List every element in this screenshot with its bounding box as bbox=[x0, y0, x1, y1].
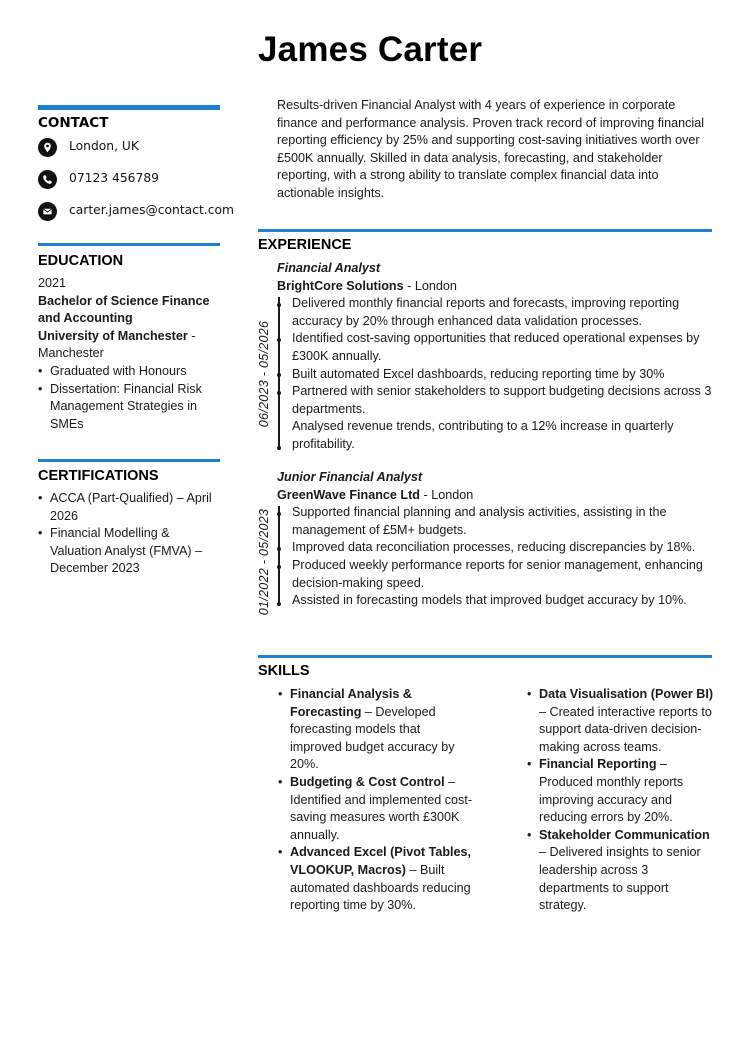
skills-column-right bbox=[527, 686, 717, 915]
experience-heading: EXPERIENCE bbox=[258, 237, 352, 253]
skill-name: Budgeting & Cost Control bbox=[290, 774, 445, 789]
contact-phone-text: 07123 456789 bbox=[69, 171, 159, 186]
job-entry bbox=[258, 260, 718, 454]
job-bullets bbox=[258, 295, 718, 453]
contact-email-text: carter.james@contact.com bbox=[69, 203, 234, 218]
phone-icon bbox=[38, 170, 57, 189]
certifications-heading: CERTIFICATIONS bbox=[38, 468, 159, 484]
contact-phone bbox=[38, 169, 159, 189]
list-item: Improved data reconciliation processes, reducing discrepancies by 18%. bbox=[292, 540, 696, 555]
job-timeline bbox=[278, 506, 280, 606]
list-item: Identified cost-saving opportunities that reduced operational expenses by £300K annually. bbox=[292, 331, 700, 363]
skill-item bbox=[278, 844, 473, 914]
experience-divider bbox=[258, 229, 712, 232]
certifications-divider bbox=[38, 459, 220, 462]
job-dates bbox=[258, 504, 272, 620]
skill-item bbox=[527, 827, 717, 915]
skill-desc: – Identified and implemented cost-saving measures worth £300K annually. bbox=[290, 774, 473, 842]
list-item: Supported financial planning and analysis activities, assisting in the management of £5M+ budgets. bbox=[292, 505, 667, 537]
skill-desc: – Developed forecasting models that improved budget accuracy by 20%. bbox=[290, 704, 455, 772]
list-item: Assisted in forecasting models that improved budget accuracy by 10%. bbox=[292, 593, 687, 608]
candidate-name: James Carter bbox=[258, 30, 483, 69]
summary: Results-driven Financial Analyst with 4 years of experience in corporate finance and performance analysis. Proven track record of improving financial reporting efficiency by 25% and supporting cost-saving initiatives worth over £500K annually. Skilled in data analysis, forecasting, and stakeholder reporting, with a strong ability to translate complex financial data into actionable insights. bbox=[277, 98, 705, 200]
skill-name: Data Visualisation (Power BI) bbox=[539, 687, 714, 701]
job-company-line bbox=[258, 278, 718, 296]
skills-heading: SKILLS bbox=[258, 663, 310, 679]
skill-item bbox=[527, 756, 717, 826]
skills-divider bbox=[258, 655, 712, 658]
certifications-list bbox=[38, 490, 220, 578]
education-entry bbox=[38, 275, 220, 433]
job-dates-text: 01/2022 - 05/2023 bbox=[257, 508, 272, 616]
skill-desc: – Delivered insights to senior leadership across 3 departments to support strategy. bbox=[539, 845, 701, 913]
job-body bbox=[257, 504, 718, 616]
timeline-dot bbox=[277, 602, 281, 606]
job-dates-text: 06/2023 - 05/2026 bbox=[257, 320, 272, 428]
job-dates bbox=[258, 295, 272, 453]
list-item: • Financial Modelling & Valuation Analyst (FMVA) – December 2023 bbox=[38, 525, 220, 578]
education-university: University of Manchester bbox=[38, 328, 188, 343]
contact-location bbox=[38, 137, 139, 157]
job-company-line bbox=[258, 487, 718, 505]
list-item: Delivered monthly financial reports and forecasts, improving reporting accuracy by 20% through enhanced data validation processes. bbox=[292, 296, 680, 328]
list-item: • ACCA (Part-Qualified) – April 2026 bbox=[38, 490, 220, 525]
list-item: Partnered with senior stakeholders to support budgeting decisions across 3 departments. bbox=[292, 384, 712, 416]
job-company: BrightCore Solutions bbox=[277, 278, 404, 293]
contact-heading: CONTACT bbox=[38, 115, 109, 131]
skill-item bbox=[527, 686, 717, 756]
education-divider bbox=[38, 243, 220, 246]
education-location: Manchester bbox=[38, 346, 104, 361]
job-title: Junior Financial Analyst bbox=[277, 470, 423, 484]
education-institution bbox=[38, 328, 220, 363]
timeline-dot bbox=[277, 446, 281, 450]
education-separator: - bbox=[187, 328, 196, 343]
education-year: 2021 bbox=[38, 276, 67, 290]
list-item: Built automated Excel dashboards, reducing reporting time by 30% bbox=[292, 366, 665, 381]
education-bullets bbox=[38, 363, 220, 433]
skill-name: Stakeholder Communication bbox=[539, 827, 710, 842]
contact-divider bbox=[38, 105, 220, 110]
education-degree: Bachelor of Science Finance and Accounting bbox=[38, 293, 210, 326]
job-company: GreenWave Finance Ltd bbox=[277, 487, 420, 502]
list-item: • Graduated with Honours bbox=[38, 363, 220, 381]
job-body bbox=[258, 295, 718, 453]
list-item: Produced weekly performance reports for senior management, enhancing decision-making speed. bbox=[292, 557, 703, 590]
job-title: Financial Analyst bbox=[277, 261, 381, 275]
skills-column-left bbox=[278, 686, 473, 915]
list-item: • Dissertation: Financial Risk Management Strategies in SMEs bbox=[38, 381, 220, 434]
envelope-icon bbox=[38, 202, 57, 221]
job-location: - London bbox=[420, 487, 474, 502]
contact-email bbox=[38, 201, 234, 221]
skill-desc: – Produced monthly reports improving accuracy and reducing errors by 20%. bbox=[539, 757, 684, 825]
contact-location-text: London, UK bbox=[69, 139, 139, 154]
skill-item bbox=[278, 686, 473, 774]
list-item: Analysed revenue trends, contributing to a 12% increase in quarterly profitability. bbox=[292, 419, 674, 451]
skill-desc: – Created interactive reports to support data-driven decision-making across teams. bbox=[539, 704, 712, 754]
skill-name: Advanced Excel (Pivot Tables, VLOOKUP, Macros) bbox=[290, 845, 472, 877]
skill-item bbox=[278, 774, 473, 844]
skill-name: Financial Reporting bbox=[539, 757, 657, 772]
location-pin-icon bbox=[38, 138, 57, 157]
job-bullets bbox=[258, 504, 718, 610]
skill-desc: – Built automated dashboards reducing reporting time by 30%. bbox=[290, 862, 471, 913]
job-entry bbox=[257, 469, 718, 616]
job-timeline bbox=[278, 297, 280, 449]
skill-name: Financial Analysis & Forecasting bbox=[290, 687, 413, 719]
job-location: - London bbox=[403, 278, 457, 293]
education-heading: EDUCATION bbox=[38, 253, 124, 269]
